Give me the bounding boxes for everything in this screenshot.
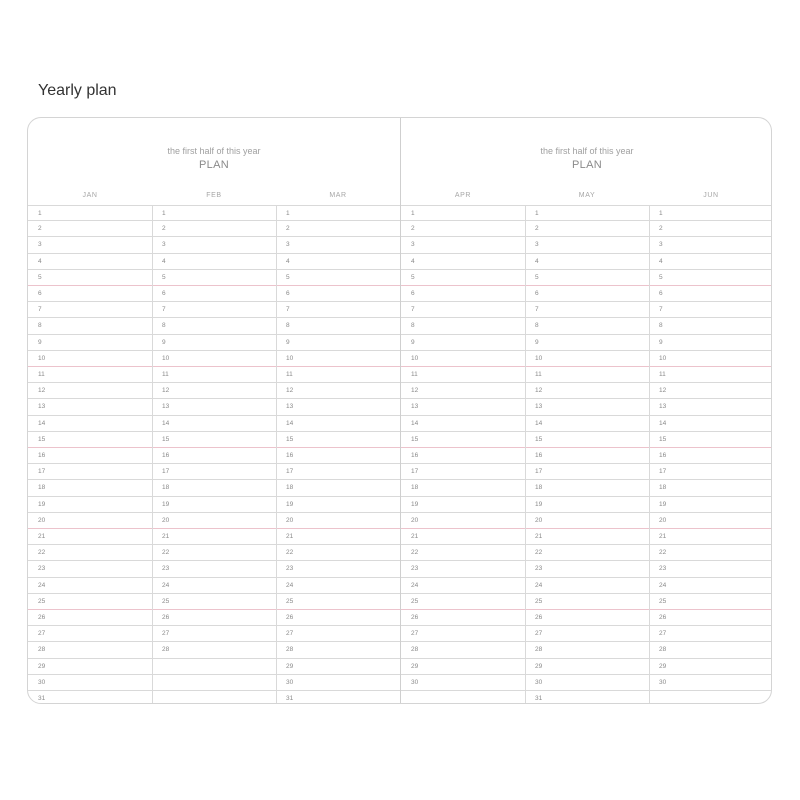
day-number-jan: 18: [38, 484, 46, 492]
day-number-apr: 28: [411, 646, 419, 654]
day-number-jun: 28: [659, 646, 667, 654]
day-number-feb: 23: [162, 565, 170, 573]
column-divider: [152, 205, 153, 704]
day-number-may: 12: [535, 387, 543, 395]
day-row: [401, 367, 772, 383]
day-number-may: 27: [535, 630, 543, 638]
day-number-may: 20: [535, 516, 543, 524]
day-number-mar: 18: [286, 484, 294, 492]
day-row: [28, 432, 400, 448]
day-number-feb: 16: [162, 452, 170, 459]
day-number-may: 16: [535, 452, 543, 459]
day-number-feb: 25: [162, 597, 170, 605]
day-number-mar: 14: [286, 419, 294, 427]
day-row: [28, 578, 400, 594]
day-number-mar: 27: [286, 630, 294, 638]
month-header-may: MAY: [578, 192, 596, 199]
day-number-apr: 16: [411, 452, 419, 459]
page-title: Yearly plan: [38, 82, 117, 99]
day-number-mar: 8: [286, 322, 290, 330]
month-header-mar: MAR: [329, 192, 347, 199]
day-row: [401, 318, 772, 334]
day-number-jan: 16: [38, 452, 46, 459]
day-number-mar: 9: [286, 338, 290, 346]
day-row: [401, 335, 772, 351]
day-number-jun: 18: [659, 484, 667, 492]
day-row: [401, 578, 772, 594]
day-number-feb: 26: [162, 614, 170, 621]
day-row: [28, 610, 400, 626]
day-number-jun: 29: [659, 662, 667, 670]
day-number-apr: 14: [411, 419, 419, 427]
day-number-mar: 16: [286, 452, 294, 459]
day-number-apr: 29: [411, 662, 419, 670]
day-row: [401, 205, 772, 221]
day-row: [28, 448, 400, 464]
day-row: [28, 497, 400, 513]
day-number-jun: 7: [659, 306, 663, 314]
day-number-jun: 11: [659, 371, 666, 378]
day-number-jan: 19: [38, 500, 46, 508]
day-number-apr: 30: [411, 678, 419, 686]
day-number-mar: 17: [286, 468, 294, 476]
day-number-jan: 8: [38, 322, 42, 330]
day-number-feb: 24: [162, 581, 170, 589]
day-number-jan: 29: [38, 662, 46, 670]
day-number-jun: 19: [659, 500, 667, 508]
day-number-feb: 21: [162, 533, 170, 540]
day-number-jan: 22: [38, 549, 46, 557]
day-number-may: 3: [535, 241, 539, 249]
day-number-jan: 15: [38, 435, 46, 443]
column-divider: [649, 205, 650, 704]
day-number-may: 14: [535, 419, 543, 427]
day-row: [28, 351, 400, 367]
day-number-mar: 7: [286, 306, 290, 314]
day-number-apr: 19: [411, 500, 419, 508]
day-number-may: 9: [535, 338, 539, 346]
day-number-jun: 2: [659, 225, 663, 233]
day-number-jun: 25: [659, 597, 667, 605]
day-row: [401, 659, 772, 675]
month-header-feb: FEB: [206, 192, 222, 199]
day-number-apr: 20: [411, 516, 419, 524]
day-number-may: 4: [535, 257, 539, 265]
day-number-mar: 4: [286, 257, 290, 265]
day-number-feb: 8: [162, 322, 166, 330]
day-number-may: 7: [535, 306, 539, 314]
day-number-may: 2: [535, 225, 539, 233]
day-number-jun: 5: [659, 273, 663, 281]
day-number-feb: 6: [162, 290, 166, 297]
day-number-may: 31: [535, 695, 543, 702]
day-number-jan: 24: [38, 581, 46, 589]
day-number-apr: 5: [411, 273, 415, 281]
day-number-may: 1: [535, 210, 539, 217]
day-number-mar: 10: [286, 354, 294, 362]
day-row: [401, 286, 772, 302]
day-number-jan: 12: [38, 387, 46, 395]
right-heading: PLAN: [572, 159, 602, 171]
column-divider: [276, 205, 277, 704]
day-row: [401, 221, 772, 237]
day-row: [28, 626, 400, 642]
day-number-apr: 10: [411, 354, 419, 362]
day-row: [401, 351, 772, 367]
day-number-apr: 18: [411, 484, 419, 492]
day-number-mar: 29: [286, 662, 294, 670]
day-number-apr: 4: [411, 257, 415, 265]
day-row: [401, 432, 772, 448]
day-number-apr: 12: [411, 387, 419, 395]
day-number-may: 25: [535, 597, 543, 605]
day-number-jan: 6: [38, 290, 42, 297]
day-number-mar: 22: [286, 549, 294, 557]
day-number-jan: 27: [38, 630, 46, 638]
day-row: [28, 221, 400, 237]
day-number-mar: 23: [286, 565, 294, 573]
right-subtitle: the first half of this year: [540, 146, 634, 156]
day-row: [28, 659, 400, 675]
day-number-jun: 10: [659, 354, 667, 362]
day-number-feb: 3: [162, 241, 166, 249]
day-number-jun: 9: [659, 338, 663, 346]
day-number-mar: 31: [286, 695, 294, 702]
day-number-jan: 26: [38, 614, 46, 621]
day-row: [401, 237, 772, 253]
day-number-may: 5: [535, 273, 539, 281]
day-number-feb: 14: [162, 419, 170, 427]
day-number-jan: 28: [38, 646, 46, 654]
day-number-may: 21: [535, 533, 543, 540]
day-row: [401, 675, 772, 691]
day-row: [401, 464, 772, 480]
day-row: [28, 691, 400, 704]
day-number-feb: 27: [162, 630, 170, 638]
day-number-jan: 10: [38, 354, 46, 362]
day-row: [28, 416, 400, 432]
day-number-feb: 13: [162, 403, 170, 411]
day-number-apr: 15: [411, 435, 419, 443]
day-number-mar: 11: [286, 371, 293, 378]
day-number-feb: 12: [162, 387, 170, 395]
day-row: [28, 529, 400, 545]
month-header-apr: APR: [454, 192, 472, 199]
day-number-apr: 17: [411, 468, 419, 476]
day-row: [401, 270, 772, 286]
day-number-mar: 3: [286, 241, 290, 249]
day-number-jun: 12: [659, 387, 667, 395]
day-row: [401, 610, 772, 626]
day-row: [28, 237, 400, 253]
day-number-feb: 22: [162, 549, 170, 557]
day-number-may: 15: [535, 435, 543, 443]
day-number-mar: 21: [286, 533, 294, 540]
day-number-feb: 28: [162, 646, 170, 654]
day-number-may: 24: [535, 581, 543, 589]
day-number-mar: 26: [286, 614, 294, 621]
column-divider: [525, 205, 526, 704]
day-row: [401, 254, 772, 270]
day-number-jan: 7: [38, 306, 42, 314]
day-row: [401, 513, 772, 529]
day-number-apr: 21: [411, 533, 419, 540]
day-number-feb: 20: [162, 516, 170, 524]
day-row: [28, 383, 400, 399]
day-number-mar: 19: [286, 500, 294, 508]
day-row: [401, 626, 772, 642]
day-number-apr: 6: [411, 290, 415, 297]
day-row: [401, 416, 772, 432]
day-number-jun: 21: [659, 533, 667, 540]
day-number-jun: 8: [659, 322, 663, 330]
day-number-jan: 4: [38, 257, 42, 265]
day-row: [28, 464, 400, 480]
day-number-apr: 26: [411, 614, 419, 621]
day-number-jan: 14: [38, 419, 46, 427]
day-row: [401, 480, 772, 496]
day-number-may: 28: [535, 646, 543, 654]
day-number-feb: 18: [162, 484, 170, 492]
day-number-jun: 17: [659, 468, 667, 476]
day-row: [28, 318, 400, 334]
day-number-mar: 5: [286, 273, 290, 281]
day-row: [28, 513, 400, 529]
day-number-apr: 24: [411, 581, 419, 589]
day-number-jan: 20: [38, 516, 46, 524]
day-number-jun: 6: [659, 290, 663, 297]
day-row: [401, 302, 772, 318]
day-number-jun: 20: [659, 516, 667, 524]
day-number-apr: 27: [411, 630, 419, 638]
day-number-mar: 2: [286, 225, 290, 233]
day-number-feb: 10: [162, 354, 170, 362]
day-row: [28, 335, 400, 351]
day-number-mar: 25: [286, 597, 294, 605]
day-number-mar: 6: [286, 290, 290, 297]
day-number-jun: 1: [659, 210, 663, 217]
day-number-feb: 19: [162, 500, 170, 508]
day-row: [401, 594, 772, 610]
day-number-jan: 13: [38, 403, 46, 411]
day-row: [28, 367, 400, 383]
left-subtitle: the first half of this year: [167, 146, 261, 156]
day-number-mar: 13: [286, 403, 294, 411]
day-number-jun: 4: [659, 257, 663, 265]
day-number-jan: 25: [38, 597, 46, 605]
day-number-feb: 1: [162, 210, 166, 217]
day-number-apr: 22: [411, 549, 419, 557]
day-number-jun: 27: [659, 630, 667, 638]
day-row: [28, 270, 400, 286]
day-number-apr: 11: [411, 371, 418, 378]
day-row: [401, 642, 772, 658]
day-number-jan: 21: [38, 533, 46, 540]
day-number-feb: 5: [162, 273, 166, 281]
day-number-feb: 9: [162, 338, 166, 346]
day-number-may: 26: [535, 614, 543, 621]
day-number-apr: 9: [411, 338, 415, 346]
day-number-may: 18: [535, 484, 543, 492]
day-number-apr: 25: [411, 597, 419, 605]
day-row: [401, 497, 772, 513]
day-row: [28, 286, 400, 302]
day-number-may: 8: [535, 322, 539, 330]
day-row: [28, 399, 400, 415]
day-number-mar: 1: [286, 210, 290, 217]
day-row: [401, 399, 772, 415]
day-number-mar: 20: [286, 516, 294, 524]
day-number-may: 29: [535, 662, 543, 670]
day-number-may: 19: [535, 500, 543, 508]
day-number-feb: 7: [162, 306, 166, 314]
day-number-apr: 13: [411, 403, 419, 411]
day-number-jan: 9: [38, 338, 42, 346]
day-row: [28, 561, 400, 577]
day-number-jan: 17: [38, 468, 46, 476]
day-row: [28, 205, 400, 221]
day-number-mar: 30: [286, 678, 294, 686]
day-row: [28, 675, 400, 691]
day-number-jan: 11: [38, 371, 45, 378]
day-number-may: 6: [535, 290, 539, 297]
day-row: [28, 594, 400, 610]
day-number-mar: 24: [286, 581, 294, 589]
day-number-jun: 23: [659, 565, 667, 573]
day-number-jun: 30: [659, 678, 667, 686]
day-row: [401, 383, 772, 399]
day-number-apr: 7: [411, 306, 415, 314]
day-number-feb: 15: [162, 435, 170, 443]
day-row: [28, 545, 400, 561]
day-number-jun: 14: [659, 419, 667, 427]
day-row: [28, 302, 400, 318]
day-number-mar: 12: [286, 387, 294, 395]
day-row: [401, 561, 772, 577]
planner-spread: [27, 117, 772, 704]
day-row: [401, 545, 772, 561]
day-row: [401, 691, 772, 704]
day-row: [28, 480, 400, 496]
day-number-apr: 3: [411, 241, 415, 249]
day-row: [28, 254, 400, 270]
day-number-jun: 15: [659, 435, 667, 443]
day-number-feb: 2: [162, 225, 166, 233]
day-number-feb: 4: [162, 257, 166, 265]
day-number-feb: 11: [162, 371, 169, 378]
day-number-apr: 8: [411, 322, 415, 330]
day-number-feb: 17: [162, 468, 170, 476]
day-number-jan: 1: [38, 210, 42, 217]
day-number-may: 13: [535, 403, 543, 411]
month-header-jan: JAN: [82, 192, 98, 199]
day-number-jan: 23: [38, 565, 46, 573]
day-number-jan: 5: [38, 273, 42, 281]
day-number-jan: 3: [38, 241, 42, 249]
day-number-jan: 30: [38, 678, 46, 686]
day-number-apr: 23: [411, 565, 419, 573]
day-number-jan: 31: [38, 695, 46, 702]
day-number-jun: 24: [659, 581, 667, 589]
day-number-jun: 13: [659, 403, 667, 411]
day-row: [28, 642, 400, 658]
day-number-jan: 2: [38, 225, 42, 233]
day-number-apr: 1: [411, 210, 415, 217]
day-row: [401, 448, 772, 464]
day-number-jun: 26: [659, 614, 667, 621]
month-header-jun: JUN: [703, 192, 719, 199]
day-number-mar: 15: [286, 435, 294, 443]
day-number-may: 23: [535, 565, 543, 573]
day-number-may: 17: [535, 468, 543, 476]
day-number-may: 30: [535, 678, 543, 686]
day-row: [401, 529, 772, 545]
day-number-may: 22: [535, 549, 543, 557]
day-number-may: 10: [535, 354, 543, 362]
left-heading: PLAN: [199, 159, 229, 171]
day-number-mar: 28: [286, 646, 294, 654]
day-number-may: 11: [535, 371, 542, 378]
day-number-jun: 16: [659, 452, 667, 459]
day-number-apr: 2: [411, 225, 415, 233]
day-number-jun: 3: [659, 241, 663, 249]
day-number-jun: 22: [659, 549, 667, 557]
